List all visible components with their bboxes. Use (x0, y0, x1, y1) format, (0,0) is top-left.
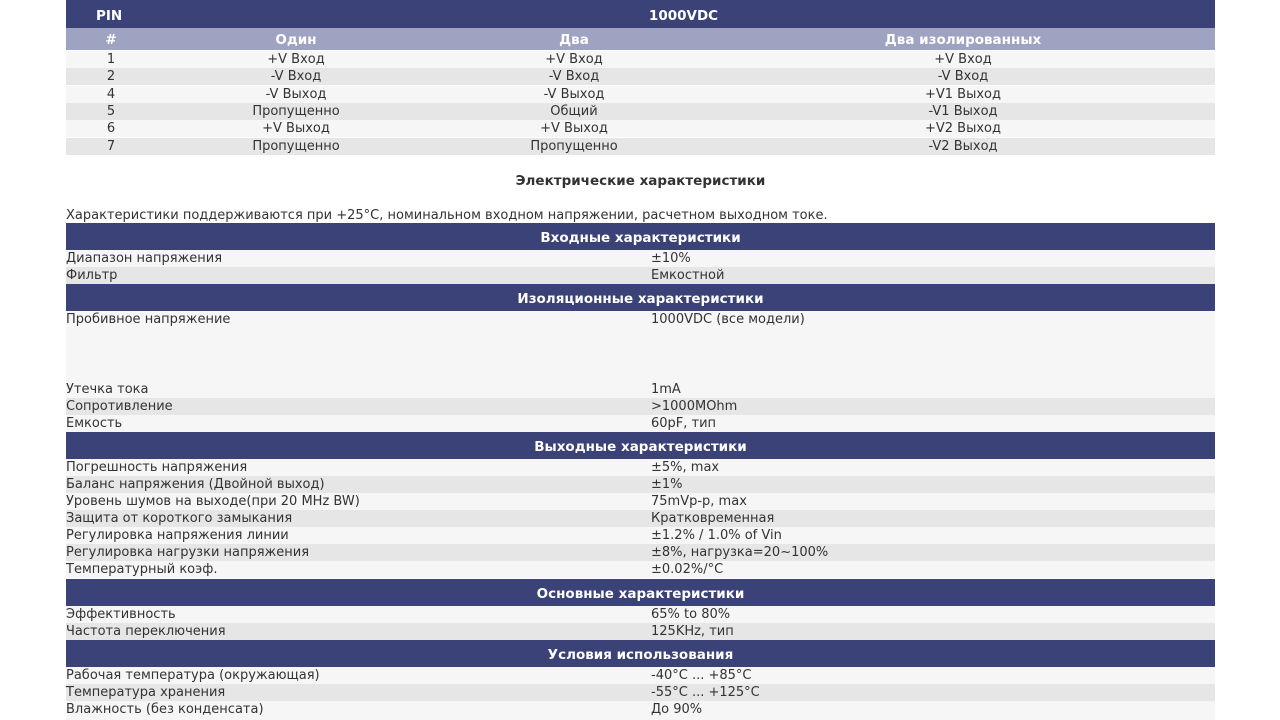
table-row (66, 415, 1215, 432)
pin-number: 4 (106, 86, 116, 102)
section-output-title: Выходные характеристики (66, 432, 1215, 459)
spec-label: Погрешность напряжения (66, 460, 248, 475)
spec-value: ±5%, max (651, 460, 720, 475)
table-row (66, 86, 1215, 103)
pin-number: 1 (106, 52, 116, 67)
cell-two: +V Выход (540, 121, 608, 137)
spec-value: ±1.2% / 1.0% of Vin (651, 528, 782, 543)
cell-one: +V Вход (267, 52, 325, 67)
pin-table-subheader (66, 28, 1215, 50)
cell-two: Пропущенно (530, 138, 618, 154)
cell-one: -V Вход (270, 69, 322, 85)
table-row (66, 250, 1215, 267)
section-environment-title: Условия использования (66, 640, 1215, 667)
cell-two-isolated: -V2 Выход (928, 138, 998, 154)
cell-two-isolated: +V2 Выход (924, 121, 1001, 137)
spec-label: Сопротивление (66, 399, 173, 414)
spec-label: Температурный коэф. (66, 562, 218, 577)
table-row (66, 493, 1215, 510)
table-row (66, 103, 1215, 120)
col-one: Один (275, 32, 317, 48)
table-row (66, 544, 1215, 561)
spec-label: Утечка тока (66, 382, 149, 397)
cell-one: Пропущенно (252, 103, 340, 119)
section-general-title: Основные характеристики (66, 579, 1215, 606)
table-row (66, 398, 1215, 415)
spec-value: 1mA (651, 382, 681, 397)
spec-label: Температура хранения (66, 685, 226, 700)
spec-label: Эффективность (66, 607, 176, 622)
table-row (66, 381, 1215, 398)
spec-label: Баланс напряжения (Двойной выход) (66, 477, 325, 492)
spec-value: 1000VDC (все модели) (651, 312, 805, 327)
table-row (66, 684, 1215, 701)
spec-label: Уровень шумов на выходе(при 20 MHz BW) (66, 494, 360, 509)
table-row (66, 561, 1215, 578)
table-row (66, 510, 1215, 527)
spec-value: >1000MOhm (651, 399, 738, 414)
section-isolation-title: Изоляционные характеристики (66, 284, 1215, 311)
table-row (66, 476, 1215, 493)
cell-two: +V Вход (545, 52, 603, 67)
table-row (66, 51, 1215, 68)
cell-one: Пропущенно (252, 138, 340, 154)
table-row (66, 68, 1215, 85)
table-row (66, 701, 1215, 720)
cell-two-isolated: -V1 Выход (928, 103, 998, 119)
conditions-note: Характеристики поддерживаются при +25°C, номинальном входном напряжении, расчетном выходном токе. (66, 208, 828, 223)
pin-number: 7 (106, 138, 116, 154)
table-row (66, 527, 1215, 544)
spec-value: Кратковременная (651, 511, 775, 526)
table-row (66, 311, 1215, 381)
pin-table-header (66, 0, 1215, 28)
table-row (66, 138, 1215, 155)
spec-label: Влажность (без конденсата) (66, 702, 264, 717)
spec-value: 60pF, тип (651, 416, 717, 431)
voltage-header: 1000VDC (648, 8, 719, 24)
table-row (66, 459, 1215, 476)
spec-value: -55°C ... +125°C (651, 685, 760, 700)
cell-two-isolated: -V Вход (937, 69, 989, 85)
spec-label: Регулировка нагрузки напряжения (66, 545, 310, 560)
table-row (66, 267, 1215, 284)
table-row (66, 667, 1215, 684)
cell-two-isolated: +V Вход (934, 52, 992, 67)
pin-number: 6 (106, 121, 116, 137)
cell-one: +V Выход (262, 121, 330, 137)
cell-two: Общий (550, 103, 598, 119)
spec-label: Фильтр (66, 268, 118, 283)
spec-label: Частота переключения (66, 624, 226, 639)
spec-value: 125KHz, тип (651, 624, 734, 639)
table-row (66, 120, 1215, 137)
col-num: # (105, 32, 117, 48)
spec-value: 75mVp-p, max (651, 494, 747, 509)
spec-value: -40°C ... +85°C (651, 668, 752, 683)
spec-label: Пробивное напряжение (66, 312, 231, 327)
section-input-title: Входные характеристики (66, 223, 1215, 250)
pin-number: 5 (106, 103, 116, 119)
spec-value: ±0.02%/°C (651, 562, 724, 577)
cell-two-isolated: +V1 Выход (924, 86, 1001, 102)
spec-value: Емкостной (651, 268, 725, 283)
spec-value: 65% to 80% (651, 607, 731, 622)
spec-label: Рабочая температура (окружающая) (66, 668, 320, 683)
col-two: Два (559, 32, 589, 48)
spec-value: ±10% (651, 251, 691, 266)
col-two-isolated: Два изолированных (884, 32, 1042, 48)
table-row (66, 623, 1215, 640)
spec-label: Диапазон напряжения (66, 251, 223, 266)
cell-two: -V Вход (548, 69, 600, 85)
spec-value: ±8%, нагрузка=20~100% (651, 545, 829, 560)
spec-value: До 90% (651, 702, 703, 717)
pin-number: 2 (106, 69, 116, 85)
spec-label: Защита от короткого замыкания (66, 511, 293, 526)
electrical-title: Электрические характеристики (515, 173, 766, 189)
spec-value: ±1% (651, 477, 683, 492)
cell-two: -V Выход (543, 86, 605, 102)
pin-header: PIN (96, 8, 123, 24)
cell-one: -V Выход (265, 86, 327, 102)
spec-label: Емкость (66, 416, 123, 431)
table-row (66, 606, 1215, 623)
spec-label: Регулировка напряжения линии (66, 528, 289, 543)
